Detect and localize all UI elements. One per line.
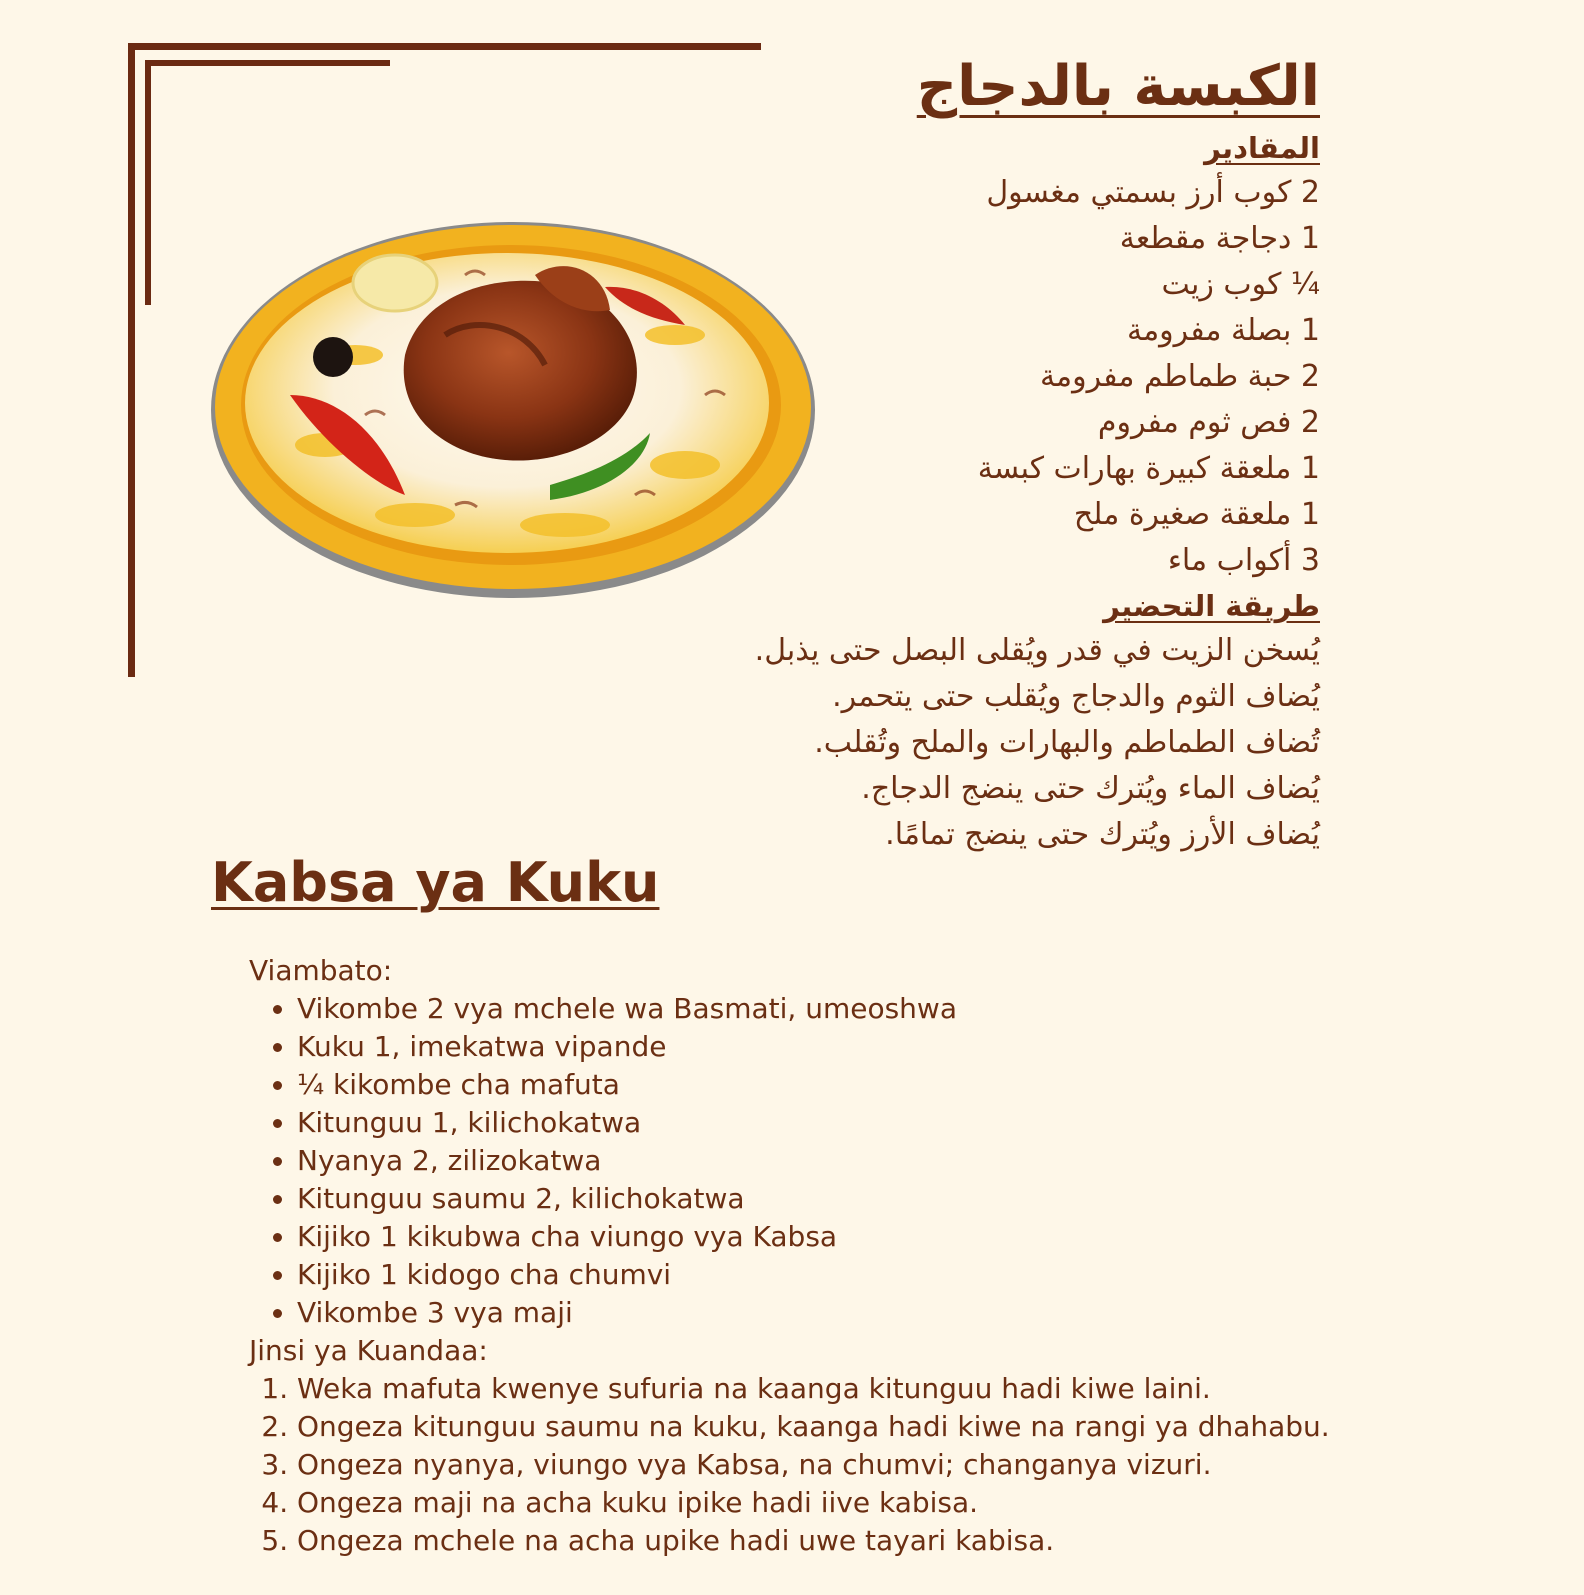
arabic-title: الكبسة بالدجاج — [916, 54, 1320, 119]
swahili-ingredients-list — [249, 990, 1349, 1332]
frame-left-inner — [145, 60, 151, 305]
list-item: • Nyanya 2, zilizokatwa — [297, 1142, 1349, 1180]
list-item: 5. Ongeza mchele na acha upike hadi uwe tayari kabisa. — [297, 1522, 1349, 1560]
list-item: 1 دجاجة مقطعة — [1119, 221, 1320, 256]
arabic-steps-list — [680, 628, 1320, 858]
list-item: يُسخن الزيت في قدر ويُقلى البصل حتى يذبل. — [754, 633, 1320, 668]
swahili-method-heading: Jinsi ya Kuandaa: — [249, 1334, 488, 1367]
swahili-title: Kabsa ya Kuku — [211, 851, 660, 914]
list-item: • Kitunguu saumu 2, kilichokatwa — [297, 1180, 1349, 1218]
frame-left-outer — [128, 43, 135, 677]
list-item: • Kitunguu 1, kilichokatwa — [297, 1104, 1349, 1142]
list-item: 1 ملعقة صغيرة ملح — [1073, 497, 1320, 532]
list-item: • Kijiko 1 kikubwa cha viungo vya Kabsa — [297, 1218, 1349, 1256]
arabic-ingredients-list — [680, 170, 1320, 584]
list-item: • ¼ kikombe cha mafuta — [297, 1066, 1349, 1104]
swahili-ingredients-heading: Viambato: — [249, 954, 393, 987]
list-item: 1 ملعقة كبيرة بهارات كبسة — [977, 451, 1320, 486]
list-item: 3 أكواب ماء — [1167, 543, 1320, 578]
list-item: يُضاف الثوم والدجاج ويُقلب حتى يتحمر. — [832, 679, 1320, 714]
list-item: 3. Ongeza nyanya, viungo vya Kabsa, na chumvi; changanya vizuri. — [297, 1446, 1349, 1484]
swahili-steps-list — [249, 1370, 1349, 1560]
list-item: • Kuku 1, imekatwa vipande — [297, 1028, 1349, 1066]
list-item: • Kijiko 1 kidogo cha chumvi — [297, 1256, 1349, 1294]
list-item: 4. Ongeza maji na acha kuku ipike hadi iive kabisa. — [297, 1484, 1349, 1522]
swahili-recipe — [249, 952, 1349, 1560]
list-item: 2 كوب أرز بسمتي مغسول — [986, 175, 1320, 210]
arabic-recipe — [680, 48, 1320, 858]
list-item: يُضاف الماء ويُترك حتى ينضج الدجاج. — [861, 771, 1320, 806]
frame-top-inner — [145, 60, 390, 66]
list-item: 2 فص ثوم مفروم — [1097, 405, 1320, 440]
list-item: 2. Ongeza kitunguu saumu na kuku, kaanga hadi kiwe na rangi ya dhahabu. — [297, 1408, 1349, 1446]
list-item: • Vikombe 3 vya maji — [297, 1294, 1349, 1332]
list-item: ¼ كوب زيت — [1161, 267, 1320, 302]
frame-top-outer — [128, 43, 761, 50]
list-item: يُضاف الأرز ويُترك حتى ينضج تمامًا. — [885, 817, 1320, 852]
list-item: • Vikombe 2 vya mchele wa Basmati, umeoshwa — [297, 990, 1349, 1028]
list-item: 2 حبة طماطم مفرومة — [1039, 359, 1320, 394]
list-item: تُضاف الطماطم والبهارات والملح وتُقلب. — [814, 725, 1320, 760]
arabic-method-heading: طريقة التحضير — [1103, 589, 1320, 623]
list-item: 1. Weka mafuta kwenye sufuria na kaanga kitunguu hadi kiwe laini. — [297, 1370, 1349, 1408]
list-item: 1 بصلة مفرومة — [1127, 313, 1320, 348]
arabic-ingredients-heading: المقادير — [1204, 131, 1320, 165]
